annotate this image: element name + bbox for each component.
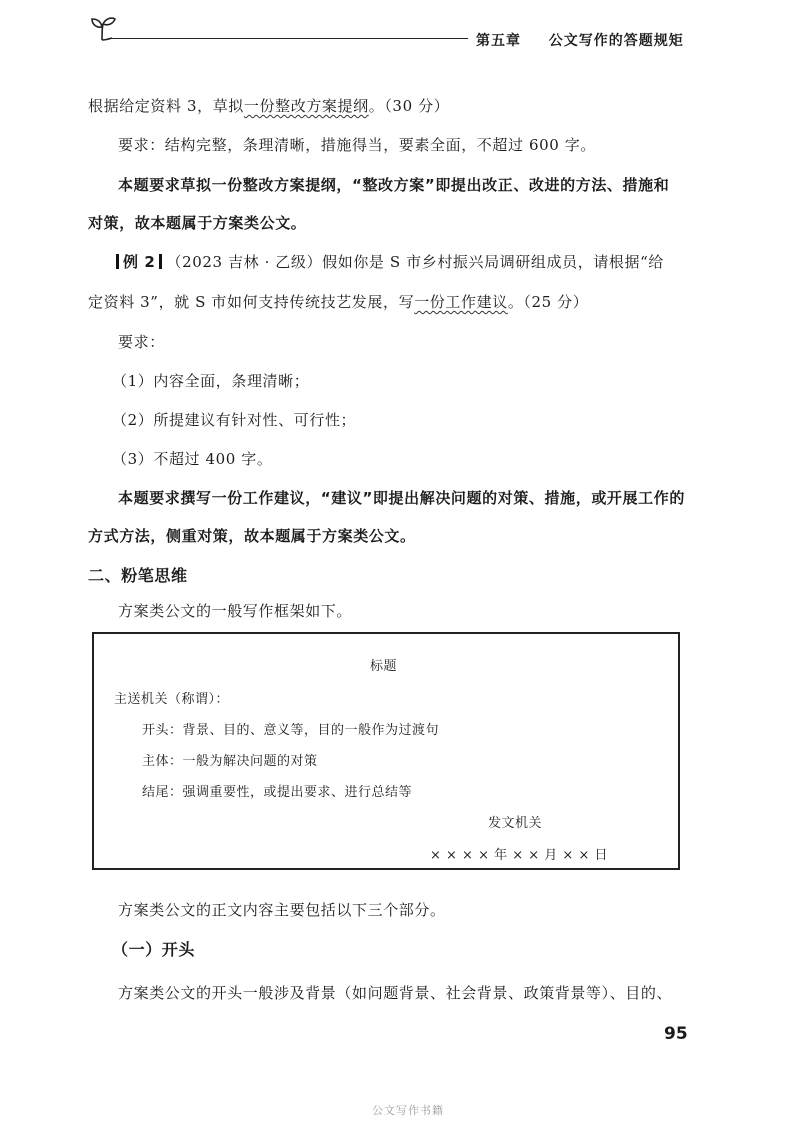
task-requirements: 要求：结构完整，条理清晰，措施得当，要素全面，不超过 600 字。 (118, 136, 596, 154)
frame-title: 标题 (370, 659, 398, 674)
requirement-item: （2）所提建议有针对性、可行性； (112, 411, 357, 429)
frame-main: 主体：一般为解决问题的对策 (142, 754, 318, 769)
analysis-line2: 对策，故本题属于方案类公文。 (88, 214, 307, 232)
header-chapter (476, 30, 684, 50)
label-bar-right (159, 254, 162, 269)
framework-intro: 方案类公文的一般写作框架如下。 (118, 602, 353, 620)
example2-text2: 定资料 3”，就 S 市如何支持传统技艺发展，写 (88, 293, 415, 311)
task-emphasis: 一份整改方案提纲 (243, 97, 369, 115)
label-bar-left (116, 254, 119, 269)
frame-sender: 发文机关 (488, 816, 543, 831)
requirements-title: 要求： (118, 333, 165, 351)
example2-score: 。（25 分） (507, 293, 589, 311)
task-text: 根据给定资料 3，草拟 (88, 97, 244, 115)
content-intro: 方案类公文的正文内容主要包括以下三个部分。 (118, 901, 446, 919)
example2-emphasis: 一份工作建议 (414, 293, 508, 311)
example2-line2 (88, 291, 588, 312)
analysis-line1: 本题要求草拟一份整改方案提纲，“整改方案”即提出改正、改进的方法、措施和 (118, 176, 670, 194)
frame-addressee: 主送机关（称谓）： (114, 692, 230, 707)
header-rule (108, 38, 468, 39)
frame-ending: 结尾：强调重要性，或提出要求、进行总结等 (142, 785, 413, 800)
frame-opening: 开头：背景、目的、意义等，目的一般作为过渡句 (142, 723, 440, 738)
requirement-item: （3）不超过 400 字。 (112, 450, 273, 468)
opening-paragraph: 方案类公文的开头一般涉及背景（如问题背景、社会背景、政策背景等）、目的、 (118, 984, 673, 1002)
chapter-number: 第五章 (476, 33, 521, 49)
page-number: 95 (664, 1024, 688, 1044)
example2-line1 (112, 251, 664, 272)
frame-date: × × × × 年 × × 月 × × 日 (430, 848, 608, 863)
task-line (88, 95, 449, 116)
example-label: 例 2 (123, 253, 156, 271)
section-heading: 二、粉笔思维 (88, 566, 188, 585)
analysis2-line1: 本题要求撰写一份工作建议，“建议”即提出解决问题的对策、措施，或开展工作的 (118, 489, 685, 507)
chapter-title: 公文写作的答题规矩 (548, 33, 684, 49)
example2-text: （2023 吉林 · 乙级）假如你是 S 市乡村振兴局调研组成员，请根据“给 (166, 253, 664, 271)
watermark-stamp: 公文写作书籍 (372, 1104, 444, 1117)
subsection-heading: （一）开头 (112, 940, 196, 959)
task-score: 。（30 分） (368, 97, 450, 115)
leaf-icon (88, 14, 118, 46)
analysis2-line2: 方式方法，侧重对策，故本题属于方案类公文。 (88, 527, 416, 545)
requirement-item: （1）内容全面，条理清晰； (112, 372, 310, 390)
